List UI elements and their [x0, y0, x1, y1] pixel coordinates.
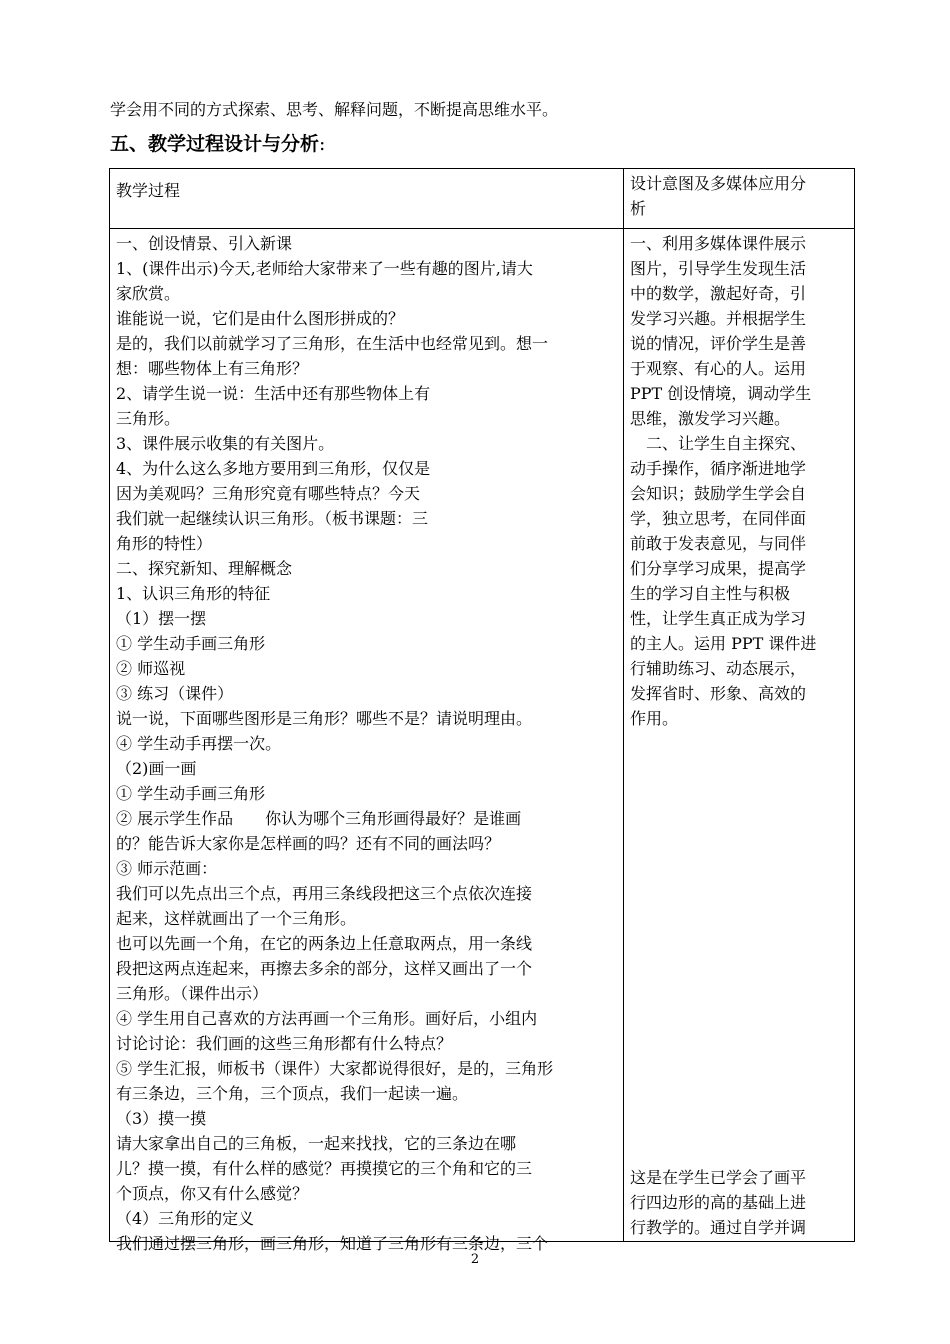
design-intent-line: 发学习兴趣。并根据学生	[630, 309, 807, 328]
design-intent-line: 图片，引导学生发现生活	[630, 259, 807, 278]
teaching-process-line: 有三条边，三个角，三个顶点，我们一起读一遍。	[116, 1084, 469, 1103]
teaching-process-line: 段把这两点连起来，再擦去多余的部分，这样又画出了一个	[116, 959, 533, 978]
teaching-process-line: 的？能告诉大家你是怎样画的吗？还有不同的画法吗？	[116, 834, 501, 853]
design-intent-line: 中的数学，激起好奇，引	[630, 284, 807, 303]
teaching-process-line: 因为美观吗？三角形究竟有哪些特点？今天	[116, 484, 421, 503]
design-intent-line: 前敢于发表意见，与同伴	[630, 534, 807, 553]
design-intent-line: 一、利用多媒体课件展示	[630, 234, 807, 253]
teaching-process-line: 说一说，下面哪些图形是三角形？哪些不是？请说明理由。	[116, 709, 533, 728]
teaching-process-line: 4、为什么这么多地方要用到三角形，仅仅是	[116, 459, 431, 478]
design-intent-line: PPT 创设情境，调动学生	[630, 384, 812, 403]
teaching-process-line: 3、课件展示收集的有关图片。	[116, 434, 335, 453]
design-intent-line: 们分享学习成果，提高学	[630, 559, 807, 578]
lesson-table	[109, 168, 855, 1253]
teaching-process-line: 是的，我们以前就学习了三角形，在生活中也经常见到。想一	[116, 334, 549, 353]
col2-header-line: 设计意图及多媒体应用分	[630, 174, 807, 193]
teaching-process-line: ④ 学生用自己喜欢的方法再画一个三角形。画好后，小组内	[116, 1009, 538, 1028]
col2-header	[624, 169, 855, 229]
teaching-process-line: 二、探究新知、理解概念	[116, 559, 293, 578]
teaching-process-line: ② 师巡视	[116, 659, 186, 678]
teaching-process-line: ① 学生动手画三角形	[116, 634, 266, 653]
teaching-process-line: 三角形。（课件出示）	[116, 984, 269, 1003]
design-intent-line: 动手操作，循序渐进地学	[630, 459, 807, 478]
teaching-process-line: 儿？摸一摸，有什么样的感觉？再摸摸它的三个角和它的三	[116, 1159, 533, 1178]
teaching-process-line: ② 展示学生作品 你认为哪个三角形画得最好？是谁画	[116, 809, 522, 828]
design-intent-line: 性，让学生真正成为学习	[630, 609, 807, 628]
teaching-process-text	[116, 231, 617, 1253]
teaching-process-line: 起来，这样就画出了一个三角形。	[116, 909, 357, 928]
section-heading-colon: :	[319, 133, 326, 155]
design-intent-line: 于观察、有心的人。运用	[630, 359, 807, 378]
design-intent-line: 作用。	[630, 709, 679, 728]
design-intent-line: 这是在学生已学会了画平	[630, 1168, 807, 1187]
design-intent-line: 行辅助练习、动态展示，	[630, 659, 807, 678]
design-intent-line: 发挥省时、形象、高效的	[630, 684, 807, 703]
design-intent-text-bottom	[630, 1165, 849, 1240]
teaching-process-line: （3）摸一摸	[116, 1109, 207, 1128]
section-heading	[110, 130, 325, 158]
col1-header: 教学过程	[110, 169, 624, 229]
teaching-process-line: ③ 师示范画：	[116, 859, 218, 878]
teaching-process-line: （1）摆一摆	[116, 609, 207, 628]
design-intent-line: 生的学习自主性与积极	[630, 584, 791, 603]
teaching-process-line: 个顶点，你又有什么感觉？	[116, 1184, 309, 1203]
teaching-process-line: 我们可以先点出三个点，再用三条线段把这三个点依次连接	[116, 884, 533, 903]
design-intent-line: 说的情况，评价学生是善	[630, 334, 807, 353]
teaching-process-line: 想：哪些物体上有三角形？	[116, 359, 309, 378]
design-intent-line: 思维，激发学习兴趣。	[630, 409, 791, 428]
design-intent-line: 行教学的。通过自学并调	[630, 1218, 807, 1237]
design-intent-line: 行四边形的高的基础上进	[630, 1193, 807, 1212]
section-heading-text: 五、教学过程设计与分析	[110, 133, 320, 155]
teaching-process-line: ① 学生动手画三角形	[116, 784, 266, 803]
page-number: 2	[470, 1252, 480, 1267]
teaching-process-line: 2、请学生说一说：生活中还有那些物体上有	[116, 384, 431, 403]
teaching-process-line: 我们就一起继续认识三角形。（板书课题：三	[116, 509, 429, 528]
design-intent-text-top	[630, 231, 849, 731]
design-intent-line: 二、让学生自主探究、	[630, 434, 807, 453]
teaching-process-line: 角形的特性）	[116, 534, 213, 553]
teaching-process-line: 1、(课件出示)今天,老师给大家带来了一些有趣的图片,请大	[116, 259, 533, 278]
design-intent-line: 的主人。运用 PPT 课件进	[630, 634, 817, 653]
teaching-process-line: 家欣赏。	[116, 284, 181, 303]
teaching-process-cell	[110, 229, 624, 1253]
teaching-process-line: 一、创设情景、引入新课	[116, 234, 293, 253]
design-intent-line: 会知识；鼓励学生学会自	[630, 484, 807, 503]
teaching-process-line: 三角形。	[116, 409, 181, 428]
teaching-process-line: 1、认识三角形的特征	[116, 584, 271, 603]
teaching-process-line: 请大家拿出自己的三角板，一起来找找，它的三条边在哪	[116, 1134, 517, 1153]
teaching-process-line: ③ 练习（课件）	[116, 684, 234, 703]
teaching-process-line: （4）三角形的定义	[116, 1209, 255, 1228]
teaching-process-line: 谁能说一说，它们是由什么图形拼成的？	[116, 309, 405, 328]
design-intent-line: 学，独立思考，在同伴面	[630, 509, 807, 528]
teaching-process-line: （2)画一画	[116, 759, 197, 778]
design-intent-cell	[624, 229, 855, 1242]
intro-line: 学会用不同的方式探索、思考、解释问题，不断提高思维水平。	[110, 100, 559, 119]
teaching-process-line: 我们通过摆三角形，画三角形，知道了三角形有三条边，三个	[116, 1234, 549, 1253]
teaching-process-line: ⑤ 学生汇报，师板书（课件）大家都说得很好，是的，三角形	[116, 1059, 554, 1078]
col2-header-line: 析	[630, 199, 647, 218]
teaching-process-line: 也可以先画一个角，在它的两条边上任意取两点，用一条线	[116, 934, 533, 953]
teaching-process-line: ④ 学生动手再摆一次。	[116, 734, 282, 753]
teaching-process-line: 讨论讨论：我们画的这些三角形都有什么特点？	[116, 1034, 453, 1053]
